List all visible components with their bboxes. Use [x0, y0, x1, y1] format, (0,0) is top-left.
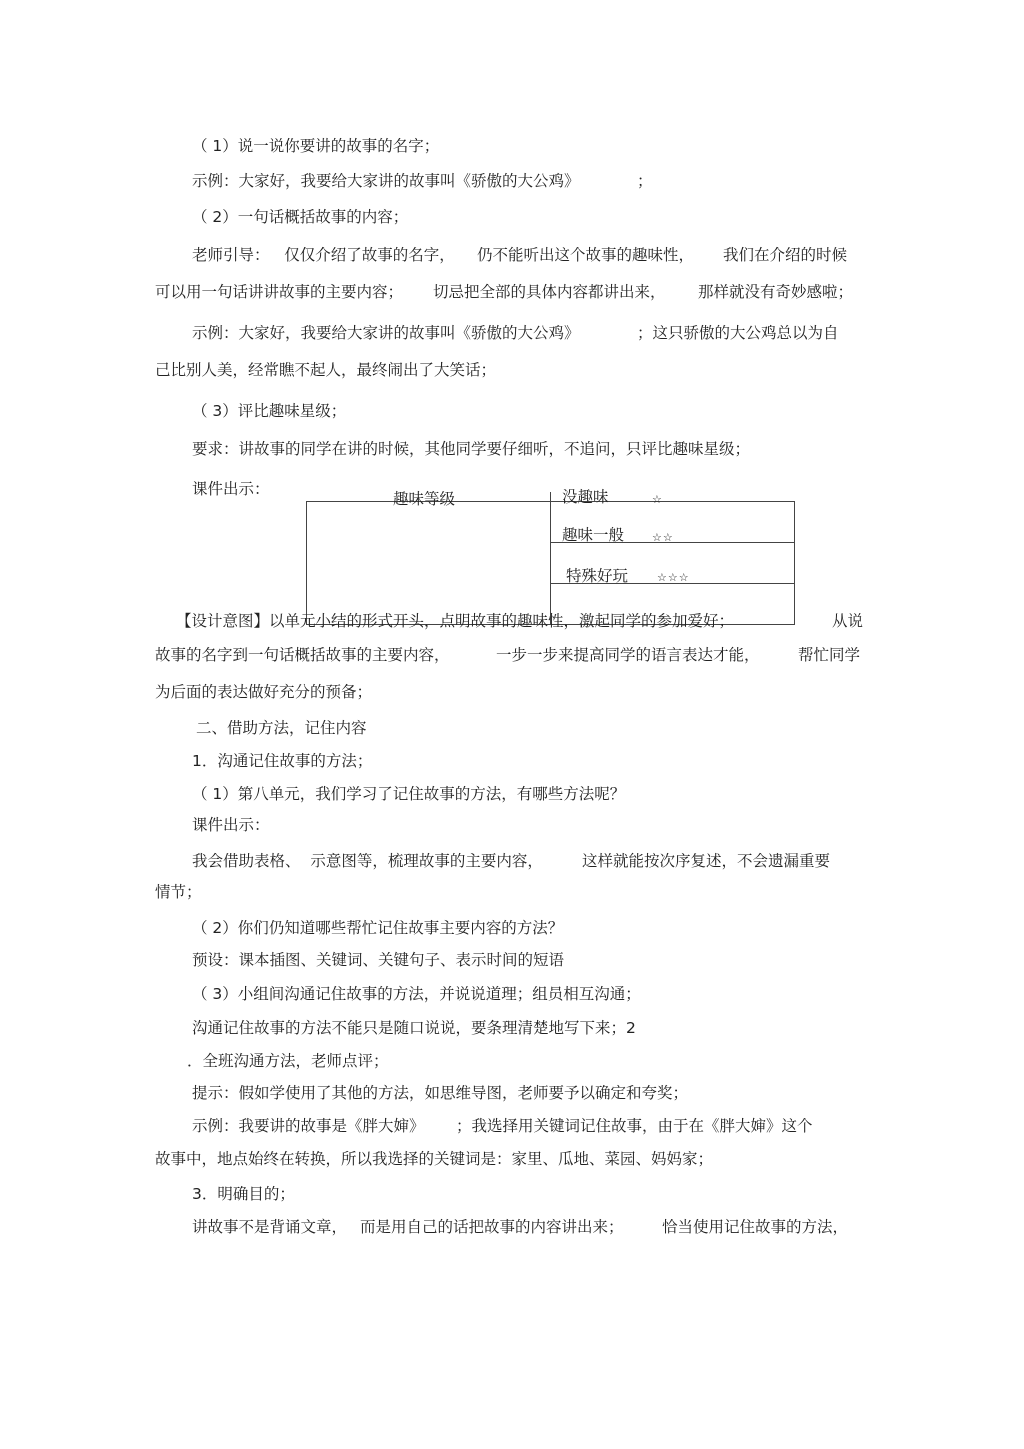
- text-line: 恰当使用记住故事的方法，: [662, 1218, 849, 1236]
- text-line: 讲故事不是背诵文章，: [192, 1218, 348, 1236]
- text-line: 我们在介绍的时候: [723, 246, 848, 264]
- text-line: 预设：课本插图、关键词、关键句子、表示时间的短语: [192, 951, 565, 969]
- star-rating: ☆☆: [652, 531, 674, 544]
- text-line: （ 3）小组间沟通记住故事的方法，并说说道理；组员相互沟通；: [192, 985, 641, 1003]
- star-rating: ☆: [652, 493, 663, 506]
- text-line: 故事中，地点始终在转换，所以我选择的关键词是：家里、瓜地、菜园、妈妈家；: [155, 1150, 714, 1168]
- text-line: 切忌把全部的具体内容都讲出来，: [433, 283, 666, 301]
- text-line: （ 2）一句话概括故事的内容；: [192, 208, 409, 226]
- table-cell-label: 没趣味: [562, 488, 609, 506]
- text-line: ；: [637, 172, 653, 190]
- text-line: ；我选择用关键词记住故事，由于在《胖大婶》这个: [456, 1117, 813, 1135]
- text-line: 那样就没有奇妙感啦；: [698, 283, 854, 301]
- text-line: 情节；: [155, 883, 202, 901]
- text-line: 为后面的表达做好充分的预备；: [155, 683, 373, 701]
- text-line: 这样就能按次序复述，不会遗漏重要: [582, 852, 831, 870]
- text-line: 我会借助表格、 示意图等，梳理故事的主要内容，: [192, 852, 543, 870]
- text-line: 己比别人美，经常瞧不起人，最终闹出了大笑话；: [155, 361, 497, 379]
- rating-table: [306, 501, 795, 625]
- text-line: （ 2）你们仍知道哪些帮忙记住故事主要内容的方法？: [192, 919, 564, 937]
- text-line: 帮忙同学: [798, 646, 861, 664]
- text-line: （ 1）说一说你要讲的故事的名字；: [192, 137, 440, 155]
- table-cell-label: 趣味一般: [562, 526, 625, 544]
- text-line: 示例：我要讲的故事是《胖大婶》: [192, 1117, 425, 1135]
- star-rating: ☆☆☆: [657, 571, 690, 584]
- text-line: ．全班沟通方法，老师点评；: [187, 1052, 389, 1070]
- text-line: 【设计意图】以单元小结的形式开头，点明故事的趣味性，激起同学的参加爱好；: [176, 612, 735, 630]
- table-cell-label: 特殊好玩: [566, 567, 629, 585]
- text-line: 可以用一句话讲讲故事的主要内容；: [155, 283, 404, 301]
- text-line: 从说: [832, 612, 864, 630]
- text-line: 课件出示：: [192, 480, 270, 498]
- text-line: 3．明确目的；: [192, 1185, 295, 1203]
- text-line: 要求：讲故事的同学在讲的时候，其他同学要仔细听，不追问，只评比趣味星级；: [192, 440, 751, 458]
- text-line: 而是用自己的话把故事的内容讲出来；: [360, 1218, 624, 1236]
- text-line: 故事的名字到一句话概括故事的主要内容，: [155, 646, 450, 664]
- text-line: 老师引导： 仅仅介绍了故事的名字，: [192, 246, 455, 264]
- text-line: 示例：大家好，我要给大家讲的故事叫《骄傲的大公鸡》: [192, 324, 580, 342]
- section-heading: 二、借助方法，记住内容: [196, 719, 367, 737]
- text-line: 一步一步来提高同学的语言表达才能，: [496, 646, 760, 664]
- text-line: 仍不能听出这个故事的趣味性，: [477, 246, 695, 264]
- table-header: 趣味等级: [393, 490, 456, 508]
- text-line: ；这只骄傲的大公鸡总以为自: [637, 324, 839, 342]
- text-line: 课件出示：: [192, 816, 270, 834]
- text-line: 沟通记住故事的方法不能只是随口说说，要条理清楚地写下来；2: [192, 1019, 636, 1037]
- text-line: （ 3）评比趣味星级；: [192, 402, 347, 420]
- text-line: （ 1）第八单元，我们学习了记住故事的方法，有哪些方法呢？: [192, 785, 626, 803]
- text-line: 示例：大家好，我要给大家讲的故事叫《骄傲的大公鸡》: [192, 172, 580, 190]
- text-line: 1．沟通记住故事的方法；: [192, 752, 373, 770]
- text-line: 提示：假如学使用了其他的方法，如思维导图，老师要予以确定和夸奖；: [192, 1084, 689, 1102]
